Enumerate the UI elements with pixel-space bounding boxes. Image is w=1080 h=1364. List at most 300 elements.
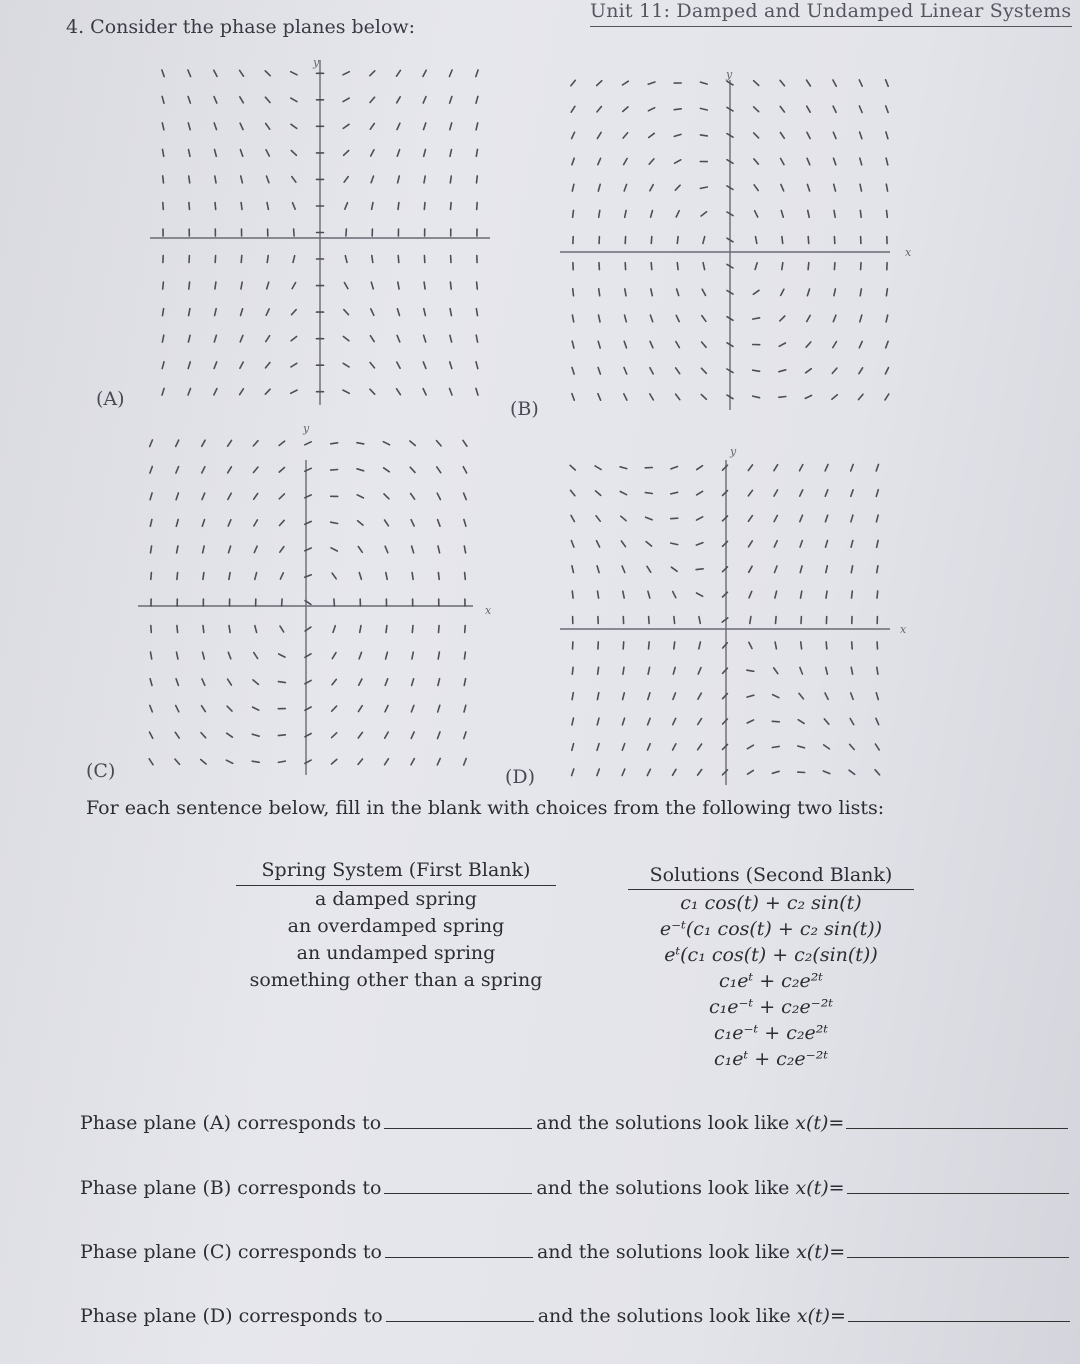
direction-arrow [397, 123, 400, 129]
direction-arrow [279, 494, 284, 499]
direction-arrow [266, 150, 269, 156]
direction-arrow [214, 389, 217, 395]
direction-arrow [703, 237, 705, 244]
direction-arrow [798, 746, 805, 748]
direction-arrow [411, 520, 414, 526]
direction-arrow [650, 341, 653, 347]
direction-arrow [214, 97, 217, 103]
direction-arrow [240, 97, 244, 103]
direction-arrow [357, 469, 364, 471]
direction-arrow [291, 124, 297, 128]
direction-arrow [265, 97, 270, 102]
direction-arrow [886, 158, 888, 165]
direction-arrow [621, 541, 625, 547]
direction-arrow [437, 441, 442, 446]
direction-arrow [188, 335, 190, 342]
direction-arrow [572, 367, 574, 374]
direction-arrow [620, 492, 626, 495]
direction-arrow [215, 176, 216, 183]
direction-arrow [571, 490, 575, 496]
direction-arrow [824, 745, 830, 749]
direction-arrow [254, 653, 258, 659]
direction-arrow [826, 591, 827, 598]
direction-arrow [597, 769, 599, 776]
direction-arrow [649, 159, 654, 164]
direction-arrow [464, 546, 465, 553]
y-axis-label: y [726, 68, 733, 81]
direction-arrow [411, 705, 414, 712]
direction-arrow [279, 468, 284, 473]
direction-arrow [833, 342, 837, 348]
header-rule [590, 26, 1072, 27]
direction-arrow [279, 654, 285, 657]
direction-arrow [851, 541, 853, 548]
direction-arrow [877, 566, 878, 573]
direction-arrow [177, 546, 178, 553]
direction-arrow [358, 759, 362, 764]
direction-arrow [573, 210, 574, 217]
direction-arrow [747, 720, 753, 723]
direction-arrow [807, 132, 810, 138]
direction-arrow [334, 599, 335, 606]
direction-arrow [228, 520, 231, 526]
instructions-text: For each sentence below, fill in the blank with choices from the following two lists: [86, 797, 885, 819]
direction-arrow [228, 493, 231, 499]
sentence-plane-b [80, 1177, 1069, 1199]
direction-arrow [423, 389, 426, 395]
direction-arrow [252, 761, 259, 762]
direction-arrow [370, 97, 375, 102]
sentence-middle: and the solutions look like [536, 1241, 791, 1263]
direction-arrow [162, 388, 164, 395]
direction-arrow [833, 80, 836, 86]
direction-arrow [332, 733, 337, 738]
direction-arrow [424, 309, 426, 316]
direction-arrow [189, 150, 191, 157]
x-axis-label: x [900, 623, 907, 636]
direction-arrow [450, 97, 452, 104]
direction-arrow [572, 769, 574, 776]
direction-arrow [781, 185, 784, 191]
direction-arrow [385, 706, 388, 712]
direction-arrow [571, 80, 575, 86]
solution-blank-c[interactable] [847, 1243, 1069, 1258]
direction-arrow [885, 368, 888, 374]
direction-arrow [622, 566, 625, 573]
direction-arrow [851, 464, 854, 471]
direction-arrow [188, 97, 190, 104]
direction-arrow [202, 467, 205, 473]
direction-arrow [438, 705, 440, 712]
direction-arrow [343, 98, 349, 102]
direction-arrow [698, 770, 702, 776]
direction-arrow [807, 158, 810, 165]
plane-label-d: (D) [505, 766, 536, 788]
direction-arrow [450, 123, 452, 130]
direction-arrow [203, 546, 205, 553]
direction-arrow [860, 289, 861, 296]
direction-arrow [699, 617, 700, 624]
direction-arrow [383, 442, 389, 445]
direction-arrow [860, 132, 862, 139]
direction-arrow [756, 237, 757, 244]
phase-plane-c [138, 422, 492, 775]
direction-arrow [780, 106, 784, 112]
direction-arrow [397, 70, 401, 76]
solution-option: c₁eᵗ + c₂e⁻²ᵗ [713, 1048, 829, 1070]
direction-arrow [859, 106, 862, 113]
sentence-suffix: x(t)= [796, 1305, 846, 1327]
direction-arrow [749, 541, 753, 547]
direction-arrow [825, 465, 828, 471]
direction-arrow [808, 263, 809, 270]
direction-arrow [800, 465, 803, 471]
direction-arrow [177, 652, 178, 659]
direction-arrow [701, 82, 708, 84]
direction-arrow [439, 626, 440, 633]
direction-arrow [676, 394, 680, 400]
direction-arrow [755, 263, 757, 270]
direction-arrow [807, 289, 809, 296]
direction-arrow [228, 467, 232, 473]
direction-arrow [214, 70, 217, 76]
direction-arrow [807, 80, 811, 86]
direction-arrow [344, 283, 348, 289]
direction-arrow [671, 567, 677, 571]
direction-arrow [477, 203, 478, 210]
direction-arrow [598, 368, 600, 375]
direction-arrow [266, 363, 270, 368]
direction-arrow [572, 341, 574, 348]
direction-arrow [598, 184, 600, 191]
direction-arrow [648, 718, 651, 725]
direction-arrow [332, 653, 336, 659]
direction-arrow [673, 769, 677, 775]
direction-arrow [780, 133, 784, 139]
direction-arrow [240, 335, 243, 342]
direction-arrow [229, 626, 230, 633]
direction-arrow [650, 368, 653, 374]
direction-arrow [292, 177, 296, 183]
direction-arrow [826, 642, 827, 649]
direction-arrow [624, 394, 627, 400]
direction-arrow [188, 389, 191, 396]
direction-arrow [572, 158, 574, 165]
direction-arrow [671, 518, 678, 519]
direction-arrow [700, 135, 707, 136]
direction-arrow [176, 706, 179, 712]
solution-blank-d[interactable] [848, 1307, 1070, 1322]
direction-arrow [651, 211, 653, 218]
direction-arrow [572, 394, 574, 401]
direction-arrow [345, 203, 348, 210]
direction-arrow [424, 150, 426, 157]
direction-arrow [267, 282, 269, 289]
direction-arrow [623, 642, 624, 649]
direction-arrow [162, 123, 164, 130]
direction-arrow [229, 573, 230, 580]
y-axis-label: y [303, 422, 310, 435]
spring-option: a damped spring [315, 888, 477, 910]
direction-arrow [150, 705, 153, 712]
direction-arrow [360, 626, 361, 633]
direction-arrow [859, 80, 862, 86]
direction-arrow [622, 718, 624, 725]
direction-arrow [331, 548, 337, 551]
direction-arrow [677, 289, 679, 296]
direction-arrow [358, 521, 363, 525]
direction-arrow [851, 566, 852, 573]
direction-arrow [437, 493, 440, 499]
direction-arrow [332, 759, 337, 764]
solution-blank-b[interactable] [847, 1179, 1069, 1194]
direction-arrow [201, 760, 206, 765]
direction-arrow [476, 388, 478, 395]
direction-arrow [397, 309, 399, 316]
direction-arrow [748, 465, 752, 471]
direction-arrow [599, 289, 600, 296]
direction-arrow [748, 770, 754, 774]
direction-arrow [331, 522, 338, 523]
direction-arrow [860, 315, 862, 322]
direction-arrow [701, 395, 706, 400]
direction-arrow [623, 133, 628, 138]
direction-arrow [291, 390, 297, 393]
direction-arrow [703, 263, 705, 270]
direction-arrow [345, 256, 347, 263]
sentence-plane-d [80, 1305, 1070, 1327]
direction-arrow [331, 470, 338, 471]
direction-arrow [877, 591, 878, 598]
direction-arrow [423, 362, 426, 369]
direction-arrow [774, 541, 777, 547]
direction-arrow [623, 591, 624, 598]
spring-blank-b[interactable] [384, 1179, 532, 1194]
direction-arrow [851, 490, 853, 497]
direction-arrow [852, 642, 853, 649]
direction-arrow [438, 573, 439, 580]
direction-arrow [476, 309, 477, 316]
direction-arrow [438, 520, 440, 527]
solution-option: eᵗ(c₁ cos(t) + c₂(sin(t)) [664, 944, 878, 966]
solution-option: c₁e⁻ᵗ + c₂e²ᵗ [713, 1022, 829, 1044]
direction-arrow [464, 679, 465, 686]
direction-arrow [886, 341, 888, 348]
direction-arrow [622, 81, 628, 85]
direction-arrow [572, 744, 574, 751]
direction-arrow [886, 132, 888, 139]
direction-arrow [162, 70, 164, 77]
direction-arrow [476, 123, 478, 130]
direction-arrow [753, 318, 760, 319]
direction-arrow [859, 341, 862, 347]
direction-arrow [754, 133, 759, 138]
direction-arrow [625, 315, 627, 322]
direction-arrow [292, 283, 296, 289]
direction-arrow [344, 177, 348, 183]
direction-arrow [697, 491, 703, 495]
direction-arrow [280, 520, 285, 525]
direction-arrow [779, 397, 786, 398]
direction-arrow [343, 337, 349, 341]
direction-arrow [650, 185, 653, 191]
direction-arrow [701, 368, 706, 373]
direction-arrow [203, 573, 204, 580]
direction-arrow [825, 693, 828, 699]
direction-arrow [753, 290, 759, 294]
direction-arrow [806, 369, 812, 373]
direction-arrow [476, 362, 478, 369]
direction-arrow [215, 203, 216, 210]
direction-arrow [241, 203, 242, 210]
direction-arrow [162, 335, 163, 342]
direction-arrow [254, 467, 258, 472]
direction-arrow [293, 256, 295, 263]
direction-arrow [450, 389, 453, 396]
direction-arrow [358, 706, 362, 712]
direction-arrow [214, 362, 217, 369]
direction-arrow [267, 203, 268, 210]
sentence-prefix: Phase plane (A) corresponds to [80, 1112, 382, 1134]
direction-arrow [700, 108, 707, 110]
direction-arrow [228, 679, 232, 685]
direction-arrow [621, 516, 626, 521]
direction-arrow [151, 626, 152, 633]
direction-arrow [412, 573, 413, 580]
direction-arrow [372, 256, 373, 263]
direction-arrow [240, 70, 244, 76]
direction-arrow [229, 546, 231, 553]
direction-arrow [599, 315, 601, 322]
direction-arrow [227, 706, 232, 711]
direction-arrow [176, 493, 178, 500]
direction-arrow [265, 389, 270, 394]
direction-arrow [595, 466, 601, 470]
direction-arrow [753, 396, 760, 398]
direction-arrow [255, 626, 257, 633]
direction-arrow [163, 203, 164, 210]
direction-arrow [370, 336, 374, 342]
direction-arrow [278, 682, 285, 683]
direction-arrow [266, 309, 269, 315]
direction-arrow [806, 342, 811, 347]
direction-arrow [696, 543, 703, 546]
direction-arrow [801, 642, 802, 649]
direction-arrow [673, 718, 676, 724]
direction-arrow [851, 515, 853, 522]
direction-arrow [698, 668, 701, 674]
direction-arrow [464, 520, 466, 527]
direction-arrow [240, 123, 243, 129]
direction-arrow [886, 289, 887, 296]
direction-arrow [748, 490, 752, 496]
direction-arrow [477, 282, 478, 289]
direction-arrow [176, 679, 178, 686]
direction-arrow [175, 759, 180, 764]
unit-header: Unit 11: Damped and Undamped Linear Systems [590, 0, 1072, 22]
direction-arrow [451, 203, 452, 210]
direction-arrow [227, 733, 233, 737]
direction-arrow [163, 149, 164, 156]
direction-arrow [671, 492, 678, 494]
direction-arrow [805, 395, 811, 398]
direction-arrow [149, 759, 153, 765]
solution-blank-a[interactable] [846, 1114, 1068, 1129]
direction-arrow [598, 158, 601, 164]
direction-arrow [226, 760, 232, 763]
direction-arrow [371, 176, 373, 183]
direction-arrow [651, 263, 652, 270]
direction-arrow [596, 491, 601, 496]
direction-arrow [397, 362, 400, 368]
direction-arrow [464, 652, 465, 659]
direction-arrow [202, 679, 205, 685]
direction-arrow [747, 695, 754, 697]
direction-arrow [202, 706, 206, 712]
direction-arrow [886, 184, 887, 191]
spring-blank-c[interactable] [385, 1243, 533, 1258]
direction-arrow [651, 289, 653, 296]
direction-arrow [332, 573, 336, 579]
spring-blank-d[interactable] [386, 1307, 534, 1322]
direction-arrow [265, 71, 270, 76]
direction-arrow [826, 541, 828, 548]
direction-arrow [215, 150, 217, 157]
direction-arrow [572, 184, 574, 191]
direction-arrow [597, 541, 600, 547]
direction-arrow [651, 237, 652, 244]
direction-arrow [163, 309, 164, 316]
spring-blank-a[interactable] [384, 1114, 532, 1129]
direction-arrow [189, 203, 190, 210]
direction-arrow [648, 693, 650, 700]
plane-label-c: (C) [86, 760, 116, 782]
direction-arrow [450, 335, 452, 342]
direction-arrow [385, 520, 389, 526]
direction-arrow [697, 593, 703, 596]
direction-arrow [292, 310, 297, 315]
direction-arrow [776, 617, 777, 624]
direction-arrow [215, 309, 217, 316]
direction-arrow [385, 732, 389, 738]
direction-arrow [697, 466, 703, 470]
direction-arrow [253, 680, 258, 685]
direction-arrow [723, 770, 728, 775]
direction-arrow [860, 158, 862, 165]
direction-arrow [875, 744, 879, 750]
direction-arrow [291, 98, 297, 102]
direction-arrow [176, 467, 179, 473]
direction-arrow [189, 176, 190, 183]
direction-arrow [176, 520, 178, 527]
direction-arrow [411, 759, 414, 765]
direction-arrow [150, 520, 152, 527]
direction-arrow [624, 341, 626, 348]
phase-plane-d [560, 445, 907, 785]
direction-arrow [571, 541, 574, 548]
direction-arrow [463, 440, 467, 446]
direction-arrow [646, 542, 652, 547]
direction-arrow [241, 309, 243, 316]
direction-arrow [673, 744, 676, 750]
direction-arrow [371, 150, 374, 156]
direction-arrow [463, 467, 466, 473]
direction-arrow [650, 394, 654, 400]
direction-arrow [834, 184, 836, 191]
direction-arrow [333, 626, 335, 633]
direction-arrow [423, 70, 426, 76]
direction-arrow [412, 679, 414, 686]
